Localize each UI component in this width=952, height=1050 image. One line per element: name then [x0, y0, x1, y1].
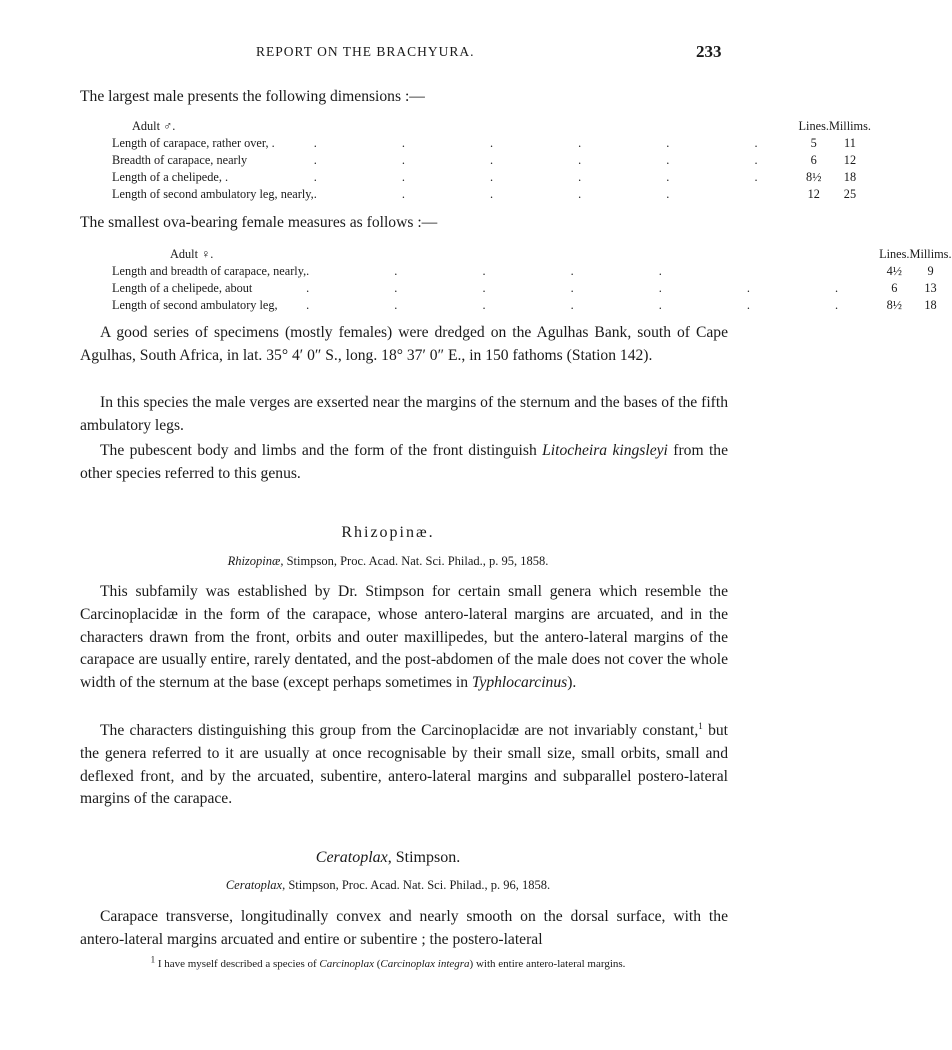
rhizopinae-citation: Rhizopinæ, Stimpson, Proc. Acad. Nat. Sci. Philad., p. 95, 1858.	[227, 554, 549, 568]
pubescent-paragraph: The pubescent body and limbs and the form of the front distinguish Litocheira kingsleyi from the other species referred to this genus.	[80, 442, 728, 482]
footnote-marker: 1	[150, 954, 156, 965]
row-label: Length of carapace, rather over, .	[112, 136, 275, 150]
male-dimensions-table	[112, 118, 871, 203]
row-millims: 9	[927, 264, 934, 278]
leader-dots: . . . . .	[306, 264, 703, 278]
row-lines: 8½	[806, 170, 822, 184]
ceratoplax-citation: Ceratoplax, Stimpson, Proc. Acad. Nat. Sci. Philad., p. 96, 1858.	[225, 878, 551, 892]
page-number: 233	[696, 42, 722, 61]
female-dimensions-table	[112, 246, 952, 314]
running-title: REPORT ON THE BRACHYURA.	[256, 44, 475, 59]
row-lines: 6	[891, 281, 898, 295]
table-header-adult-male: Adult ♂.	[132, 119, 176, 133]
table-header-adult-female: Adult ♀.	[170, 247, 214, 261]
genus-name: Typhlocarcinus	[471, 674, 568, 692]
leader-dots: . . . . . . .	[306, 281, 880, 295]
row-lines: 12	[807, 187, 820, 201]
running-head	[0, 44, 776, 64]
row-label: Length of second ambulatory leg, nearly,	[112, 187, 314, 201]
row-millims: 25	[843, 187, 857, 201]
row-lines: 4½	[886, 264, 902, 278]
row-millims: 18	[924, 298, 937, 312]
leader-dots: . . . . . .	[313, 136, 799, 150]
table-header-row	[112, 118, 871, 135]
row-lines: 5	[810, 136, 817, 150]
row-millims: 11	[844, 136, 856, 150]
table-row	[112, 263, 952, 280]
footnote-ref: 1	[698, 720, 703, 731]
specimens-paragraph: A good series of specimens (mostly females) were dredged on the Agulhas Bank, south of Cape Agulhas, South Africa, in lat. 35° 4′ 0″ S., long. 18° 37′ 0″ E., in 150 fathoms (Station 142).	[80, 324, 728, 364]
row-lines: 6	[810, 153, 817, 167]
table-row	[112, 297, 952, 314]
leader-dots: . . . . . .	[313, 153, 799, 167]
table-header-lines: Lines.	[798, 119, 829, 133]
leader-dots: . . . . . .	[313, 170, 799, 184]
rhizopinae-heading: Rhizopinæ.	[341, 524, 435, 541]
row-label: Length of a chelipede, .	[112, 170, 229, 184]
leader-dots: . . . . .	[313, 187, 711, 201]
verges-paragraph: In this species the male verges are exserted near the margins of the sternum and the bases of the fifth ambulatory legs.	[80, 394, 728, 434]
row-millims: 12	[843, 153, 857, 167]
subfamily-paragraph: This subfamily was established by Dr. Stimpson for certain small genera which resemble the Carcinoplacidæ in the form of the carapace, whose antero-lateral margins are arcuated, and in the characters drawn from the front, orbits and outer maxillipedes, but the antero-lateral margins of the carapace are usually entire, rarely dentated, and the post-abdomen of the male does not cover the whole width of the sternum at the base (except perhaps sometimes in Typhlocarcinus).	[80, 583, 728, 692]
table-header-millims: Millims.	[828, 119, 871, 133]
table-row	[112, 152, 871, 169]
table-row	[112, 135, 871, 152]
table-header-lines: Lines.	[879, 247, 910, 261]
row-millims: 18	[843, 170, 857, 184]
species-name: Litocheira kingsleyi	[542, 442, 668, 459]
ceratoplax-heading: Ceratoplax, Stimpson.	[315, 849, 461, 866]
footnote: $^1$ I have myself described a species of Carcinoplax (Carcinoplax integra) with entire antero-lateral margins.	[150, 954, 626, 970]
female-dimensions-intro: The smallest ova-bearing female measures as follows :—	[80, 214, 438, 231]
row-millims: 13	[924, 281, 937, 295]
row-lines: 8½	[886, 298, 902, 312]
row-label: Length of second ambulatory leg,	[112, 298, 278, 312]
table-header-millims: Millims.	[909, 247, 952, 261]
male-dimensions-intro: The largest male presents the following dimensions :—	[80, 88, 425, 105]
table-row	[112, 280, 952, 297]
table-header-row	[112, 246, 952, 263]
table-row	[112, 169, 871, 186]
leader-dots: . . . . . . .	[306, 298, 880, 312]
row-label: Length and breadth of carapace, nearly,	[112, 264, 307, 278]
row-label: Length of a chelipede, about	[112, 281, 253, 295]
carapace-paragraph: Carapace transverse, longitudinally convex and nearly smooth on the dorsal surface, with the antero-lateral margins arcuated and entire or subentire ; the postero-lateral	[80, 908, 728, 948]
table-row	[112, 186, 871, 203]
row-label: Breadth of carapace, nearly	[112, 153, 248, 167]
characters-paragraph: The characters distinguishing this group from the Carcinoplacidæ are not invariably constant,$^1$ but the genera referred to it are usually at once recognisable by their small size, small orbits, small and deflexed front, and by the arcuated, subentire, antero-lateral margins and subparallel postero-lateral margins of the carapace.	[80, 720, 728, 808]
